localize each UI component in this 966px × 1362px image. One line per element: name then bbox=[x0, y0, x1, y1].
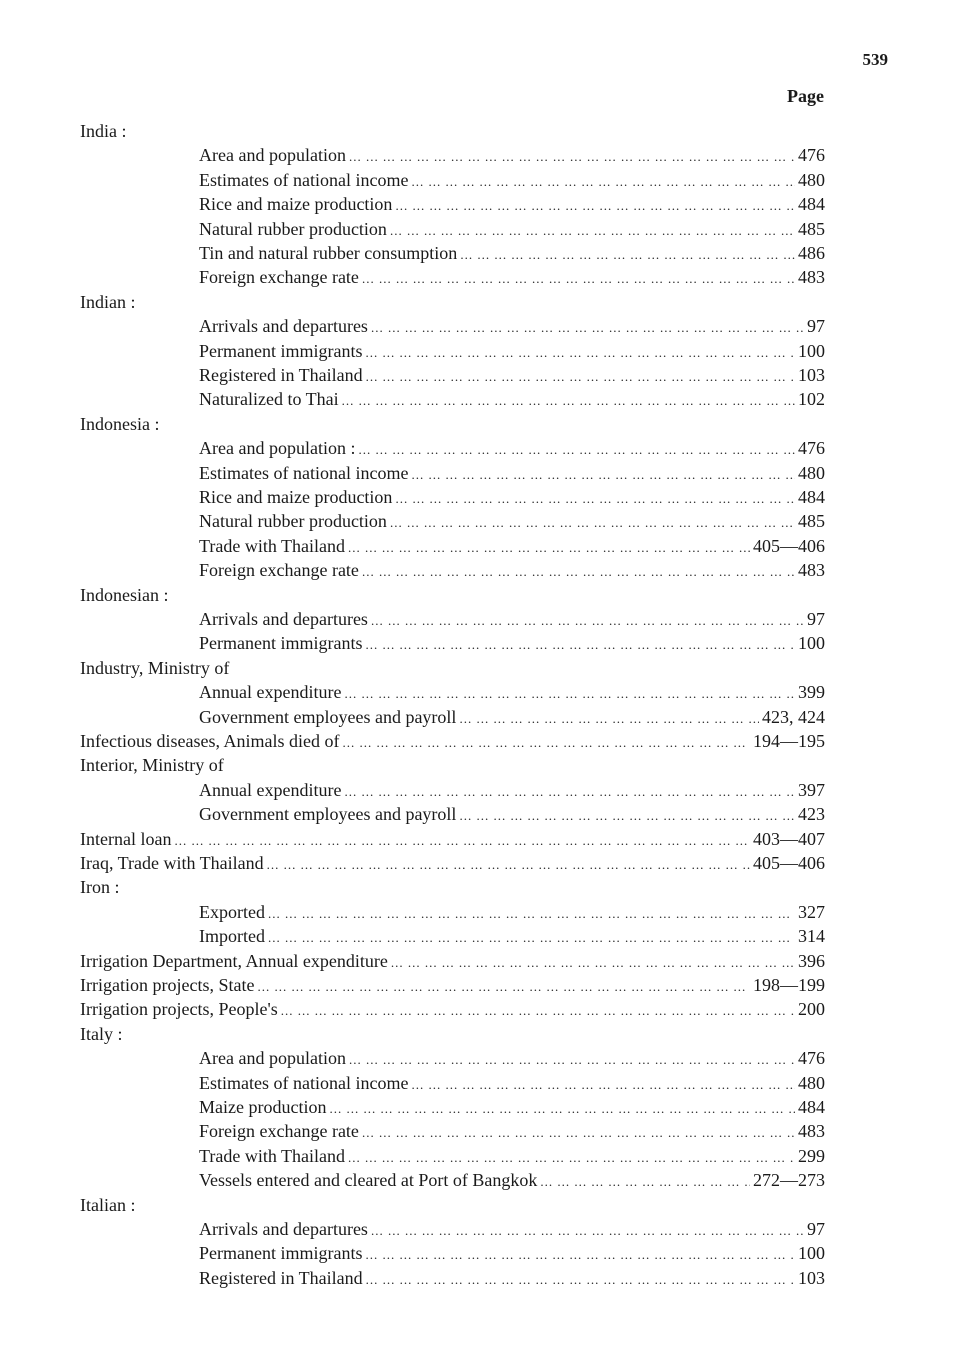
index-sub-entry bbox=[199, 218, 825, 242]
index-heading: Indonesian : bbox=[80, 584, 169, 605]
index-sub-entry bbox=[199, 315, 825, 339]
entry-page: 484 bbox=[798, 1097, 825, 1117]
leader-dots bbox=[540, 1171, 750, 1193]
leader-dots bbox=[460, 244, 795, 266]
index-sub-entry bbox=[199, 535, 825, 559]
entry-label: Rice and maize production bbox=[199, 194, 393, 215]
index-heading: Iron : bbox=[80, 877, 120, 898]
leader-dots bbox=[362, 1122, 795, 1144]
entry-label: Naturalized to Thai bbox=[199, 389, 339, 410]
entry-label: Arrivals and departures bbox=[199, 609, 368, 629]
entry-label: Estimates of national income bbox=[199, 1072, 409, 1093]
entry-label: Natural rubber production bbox=[199, 511, 387, 532]
entry-page: 97 bbox=[807, 316, 825, 337]
index-sub-entry bbox=[199, 364, 825, 388]
leader-dots bbox=[391, 952, 795, 974]
index-sub-entry bbox=[199, 632, 825, 656]
entry-label: Registered in Thailand bbox=[199, 365, 363, 385]
index-sub-entry bbox=[199, 266, 825, 290]
index-sub-entry bbox=[199, 462, 825, 486]
index-sub-entry bbox=[199, 193, 825, 217]
leader-dots bbox=[348, 1147, 795, 1169]
index-sub-entry bbox=[199, 779, 825, 803]
entry-page: 100 bbox=[798, 340, 825, 361]
page-number: 539 bbox=[862, 50, 888, 69]
leader-dots bbox=[344, 683, 795, 705]
leader-dots bbox=[348, 537, 750, 559]
leader-dots bbox=[371, 610, 804, 632]
entry-page: 103 bbox=[798, 1267, 825, 1288]
entry-label: Internal loan bbox=[80, 828, 172, 849]
leader-dots bbox=[362, 561, 795, 583]
entry-page: 200 bbox=[798, 999, 825, 1020]
entry-page: 480 bbox=[798, 169, 825, 190]
index-heading: Interior, Ministry of bbox=[80, 755, 224, 776]
index-sub-entry bbox=[199, 242, 825, 266]
index-sub-entry bbox=[199, 1047, 825, 1071]
leader-dots bbox=[395, 488, 795, 510]
entry-label: Maize production bbox=[199, 1097, 327, 1117]
entry-label: Permanent immigrants bbox=[199, 633, 363, 654]
entry-page: 483 bbox=[798, 267, 825, 288]
index-sub-entry bbox=[199, 1267, 825, 1291]
entry-page: 483 bbox=[798, 560, 825, 581]
entry-page: 299 bbox=[798, 1145, 825, 1166]
entry-label: Trade with Thailand bbox=[199, 535, 345, 556]
entry-page: 484 bbox=[798, 194, 825, 215]
entry-page: 198—199 bbox=[753, 975, 825, 995]
index-sub-entry bbox=[199, 901, 825, 925]
index-sub-entry bbox=[199, 681, 825, 705]
index-sub-entry bbox=[199, 608, 825, 632]
entry-label: Foreign exchange rate bbox=[199, 267, 359, 288]
entry-page: 194—195 bbox=[753, 731, 825, 751]
entry-label: Registered in Thailand bbox=[199, 1267, 363, 1288]
entry-page: 486 bbox=[798, 243, 825, 263]
leader-dots bbox=[366, 1269, 795, 1291]
entry-label: Vessels entered and cleared at Port of Bangkok bbox=[199, 1170, 538, 1191]
entry-page: 423, 424 bbox=[762, 706, 825, 727]
entry-label: Imported bbox=[199, 926, 265, 947]
index-sub-entry bbox=[199, 1096, 825, 1120]
entry-page: 97 bbox=[807, 1219, 825, 1239]
entry-page: 272—273 bbox=[753, 1170, 825, 1191]
index-main-entry bbox=[80, 852, 825, 876]
index-sub-entry bbox=[199, 1120, 825, 1144]
leader-dots bbox=[411, 1074, 795, 1096]
leader-dots bbox=[349, 1049, 795, 1071]
index-sub-entry bbox=[199, 1072, 825, 1096]
entry-label: Arrivals and departures bbox=[199, 1219, 368, 1239]
index-sub-entry bbox=[199, 1145, 825, 1169]
entry-label: Area and population : bbox=[199, 438, 356, 459]
index-heading: Industry, Ministry of bbox=[80, 657, 230, 678]
entry-page: 397 bbox=[798, 779, 825, 800]
entry-label: Annual expenditure bbox=[199, 682, 342, 703]
entry-label: Exported bbox=[199, 901, 265, 922]
entry-page: 102 bbox=[798, 389, 825, 410]
entry-page: 97 bbox=[807, 609, 825, 629]
leader-dots bbox=[342, 390, 795, 412]
leader-dots bbox=[344, 781, 795, 803]
index-sub-entry bbox=[199, 437, 825, 461]
index-sub-entry bbox=[199, 1218, 825, 1242]
index-sub-entry bbox=[199, 925, 825, 949]
entry-page: 314 bbox=[798, 926, 825, 947]
page-column-header: Page bbox=[787, 86, 824, 106]
entry-page: 476 bbox=[798, 145, 825, 166]
entry-page: 103 bbox=[798, 365, 825, 385]
index-sub-entry bbox=[199, 1242, 825, 1266]
entry-label: Foreign exchange rate bbox=[199, 560, 359, 581]
entry-page: 405—406 bbox=[753, 535, 825, 556]
leader-dots bbox=[362, 268, 795, 290]
index-heading: India : bbox=[80, 121, 127, 141]
entry-page: 423 bbox=[798, 804, 825, 825]
entry-page: 485 bbox=[798, 511, 825, 532]
entry-label: Estimates of national income bbox=[199, 462, 409, 483]
leader-dots bbox=[174, 830, 750, 852]
leader-dots bbox=[365, 1244, 795, 1266]
leader-dots bbox=[281, 1000, 795, 1022]
entry-label: Irrigation projects, People's bbox=[80, 999, 278, 1020]
entry-page: 403—407 bbox=[753, 828, 825, 849]
index-heading: Italy : bbox=[80, 1023, 123, 1044]
index-heading: Indonesia : bbox=[80, 413, 160, 434]
index-main-entry bbox=[80, 950, 825, 974]
leader-dots bbox=[349, 146, 795, 168]
leader-dots bbox=[268, 903, 795, 925]
entry-label: Irrigation Department, Annual expenditure bbox=[80, 950, 388, 971]
leader-dots bbox=[371, 317, 804, 339]
leader-dots bbox=[342, 732, 750, 754]
entry-label: Infectious diseases, Animals died of bbox=[80, 731, 340, 751]
entry-label: Permanent immigrants bbox=[199, 1243, 363, 1264]
index-sub-entry bbox=[199, 510, 825, 534]
entry-label: Iraq, Trade with Thailand bbox=[80, 853, 264, 873]
leader-dots bbox=[365, 342, 795, 364]
leader-dots bbox=[257, 976, 750, 998]
entry-page: 399 bbox=[798, 682, 825, 703]
index-main-entry bbox=[80, 730, 825, 754]
leader-dots bbox=[365, 634, 795, 656]
entry-label: Tin and natural rubber consumption bbox=[199, 243, 458, 263]
leader-dots bbox=[459, 708, 759, 730]
entry-page: 484 bbox=[798, 487, 825, 507]
index-sub-entry bbox=[199, 559, 825, 583]
leader-dots bbox=[358, 439, 795, 461]
entry-page: 100 bbox=[798, 633, 825, 654]
entry-label: Government employees and payroll bbox=[199, 706, 457, 727]
entry-label: Arrivals and departures bbox=[199, 316, 368, 337]
entry-label: Foreign exchange rate bbox=[199, 1121, 359, 1142]
leader-dots bbox=[459, 805, 795, 827]
leader-dots bbox=[371, 1220, 804, 1242]
index-sub-entry bbox=[199, 706, 825, 730]
entry-page: 480 bbox=[798, 462, 825, 483]
index-sub-entry bbox=[199, 169, 825, 193]
leader-dots bbox=[411, 171, 795, 193]
index-heading: Indian : bbox=[80, 291, 136, 312]
entry-label: Area and population bbox=[199, 1048, 346, 1069]
entry-label: Permanent immigrants bbox=[199, 340, 363, 361]
leader-dots bbox=[395, 195, 795, 217]
entry-label: Government employees and payroll bbox=[199, 804, 457, 825]
index-sub-entry bbox=[199, 803, 825, 827]
index-sub-entry bbox=[199, 1169, 825, 1193]
entry-page: 480 bbox=[798, 1072, 825, 1093]
index-main-entry bbox=[80, 998, 825, 1022]
entry-label: Estimates of national income bbox=[199, 169, 409, 190]
entry-page: 100 bbox=[798, 1243, 825, 1264]
index-sub-entry bbox=[199, 388, 825, 412]
leader-dots bbox=[366, 366, 795, 388]
entry-page: 476 bbox=[798, 1048, 825, 1069]
index-sub-entry bbox=[199, 340, 825, 364]
leader-dots bbox=[390, 512, 795, 534]
leader-dots bbox=[267, 854, 750, 876]
entry-page: 405—406 bbox=[753, 853, 825, 873]
entry-page: 396 bbox=[798, 950, 825, 971]
entry-page: 327 bbox=[798, 901, 825, 922]
entry-label: Trade with Thailand bbox=[199, 1145, 345, 1166]
entry-label: Rice and maize production bbox=[199, 487, 393, 507]
leader-dots bbox=[329, 1098, 795, 1120]
index-sub-entry bbox=[199, 144, 825, 168]
leader-dots bbox=[411, 464, 795, 486]
index-main-entry bbox=[80, 974, 825, 998]
entry-page: 476 bbox=[798, 438, 825, 459]
entry-label: Natural rubber production bbox=[199, 218, 387, 239]
index-main-entry bbox=[80, 828, 825, 852]
entry-page: 483 bbox=[798, 1121, 825, 1142]
index-sub-entry bbox=[199, 486, 825, 510]
entry-page: 485 bbox=[798, 218, 825, 239]
leader-dots bbox=[268, 927, 795, 949]
entry-label: Irrigation projects, State bbox=[80, 975, 255, 995]
leader-dots bbox=[390, 220, 795, 242]
index-heading: Italian : bbox=[80, 1194, 136, 1215]
entry-label: Annual expenditure bbox=[199, 779, 342, 800]
entry-label: Area and population bbox=[199, 145, 346, 166]
